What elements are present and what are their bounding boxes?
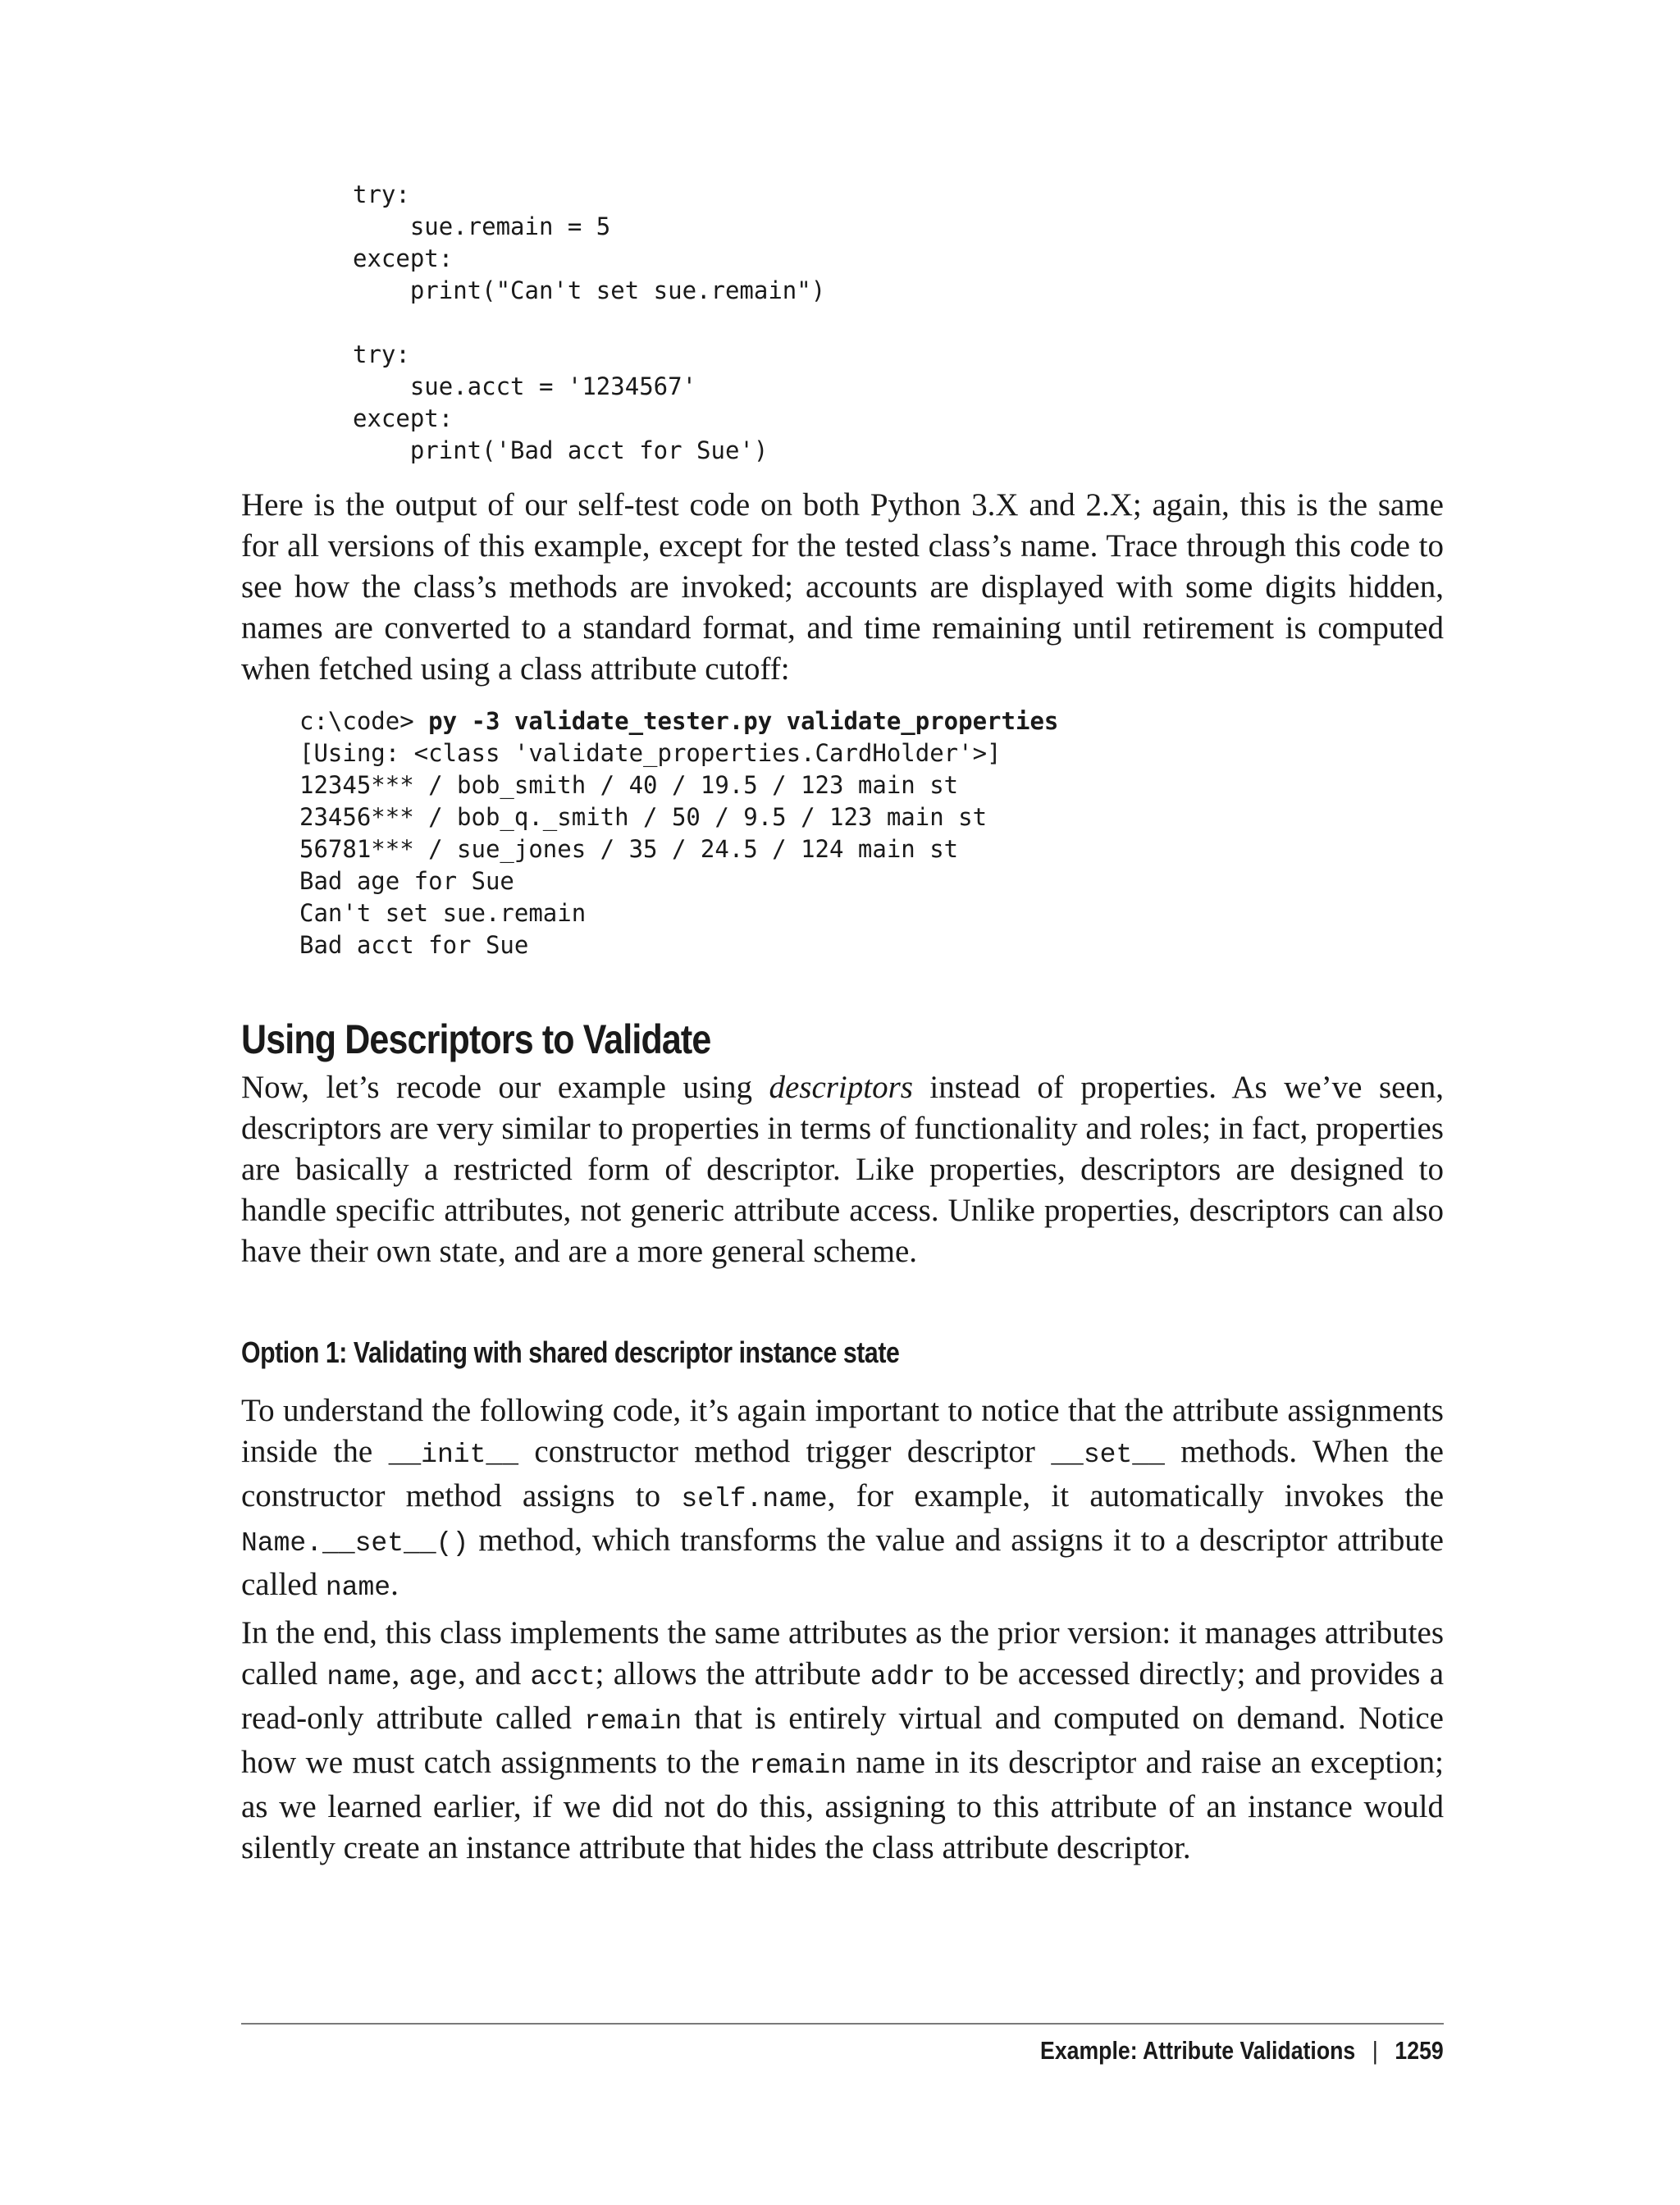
inline-code: name: [326, 1662, 392, 1692]
code-block-output: [299, 705, 1058, 961]
text-run: .: [390, 1567, 399, 1602]
code-line: print('Bad acct for Sue'): [353, 436, 769, 464]
inline-code: __init__: [388, 1440, 519, 1470]
code-line: sue.remain = 5: [353, 212, 611, 240]
paragraph-init-set: [241, 1390, 1444, 1609]
subsection-heading: Option 1: Validating with shared descriptor instance state: [241, 1335, 900, 1369]
output-line: 12345*** / bob_smith / 40 / 19.5 / 123 main st: [299, 771, 959, 799]
inline-code: addr: [870, 1662, 936, 1692]
inline-code: age: [409, 1662, 458, 1692]
inline-code: remain: [749, 1751, 847, 1781]
output-line: Bad age for Sue: [299, 867, 514, 895]
inline-code: name: [325, 1573, 391, 1603]
code-line: except:: [353, 244, 454, 272]
footer-title: Example: Attribute Validations: [1040, 2036, 1356, 2065]
output-line: Can't set sue.remain: [299, 899, 587, 927]
inline-code: __set__: [1051, 1440, 1165, 1470]
text-run: method, which transforms the value and assigns it to a descriptor attribute called: [241, 1522, 1444, 1602]
text-run: name in its descriptor and raise an exception; as we learned earlier, if we did not do this, assigning to this attribute of an instance would silently create an instance attribute that hides the class attribute descriptor.: [241, 1745, 1444, 1865]
output-line: Bad acct for Sue: [299, 931, 529, 959]
text-run: , for example, it automatically invokes the: [827, 1478, 1445, 1513]
paragraph-descriptors-intro: [241, 1067, 1444, 1272]
inline-code: Name.__set__(): [241, 1528, 469, 1559]
inline-code: self.name: [681, 1484, 828, 1514]
command-line: [299, 705, 1058, 737]
code-line: except:: [353, 404, 454, 432]
output-line: [Using: <class 'validate_properties.CardHolder'>]: [299, 739, 1002, 767]
output-line: 23456*** / bob_q._smith / 50 / 9.5 / 123 main st: [299, 803, 988, 831]
inline-code: remain: [584, 1706, 682, 1737]
paragraph-text: Here is the output of our self-test code on both Python 3.X and 2.X; again, this is the same for all versions of this example, except for the tested class’s name. Trace through this code to see how the class’s methods are invoked; accounts are displayed with some digits hidden, names are converted to a standard format, and time remaining until retirement is computed when fetched using a class attribute cutoff:: [241, 487, 1444, 687]
text-run: to be accessed directly; and provides a read-only attribute called: [241, 1656, 1444, 1736]
page-number: 1259: [1395, 2036, 1444, 2065]
text-run: , and: [457, 1656, 531, 1691]
code-line: sue.acct = '1234567': [353, 372, 697, 400]
text-run: In the end, this class implements the same attributes as the prior version: it manages attributes called: [241, 1615, 1444, 1691]
page-footer: [1040, 2036, 1444, 2066]
inline-code: acct: [530, 1662, 596, 1692]
text-run: instead of properties. As we’ve seen, descriptors are very similar to properties in terms of functionality and roles; in fact, properties are basically a restricted form of descriptor. Like properties, descriptors are designed to handle specific attributes, not generic attribute access. Unlike properties, descriptors can also have their own state, and are a more general scheme.: [241, 1070, 1444, 1269]
code-line: try:: [353, 340, 410, 368]
section-heading: Using Descriptors to Validate: [241, 1016, 711, 1062]
text-run: that is entirely virtual and computed on demand. Notice how we must catch assignments to the: [241, 1701, 1444, 1780]
text-run: constructor method trigger descriptor: [518, 1434, 1052, 1469]
command-prompt: c:\code>: [299, 707, 429, 735]
footer-separator: |: [1372, 2036, 1379, 2065]
text-run: methods. When the constructor method assigns to: [241, 1434, 1444, 1513]
command-text: py -3 validate_tester.py validate_properties: [428, 707, 1059, 735]
code-line: [353, 307, 825, 339]
paragraph-output-intro: [241, 485, 1444, 690]
text-run: ,: [391, 1656, 409, 1691]
emphasis-term: descriptors: [769, 1070, 913, 1105]
code-block-tests: [353, 179, 825, 467]
text-run: To understand the following code, it’s again important to notice that the attribute assignments inside the: [241, 1393, 1444, 1469]
text-run: Now, let’s recode our example using: [241, 1070, 769, 1105]
output-line: 56781*** / sue_jones / 35 / 24.5 / 124 main st: [299, 835, 959, 863]
code-line: print("Can't set sue.remain"): [353, 276, 826, 304]
paragraph-class-attributes: [241, 1613, 1444, 1869]
text-run: ; allows the attribute: [595, 1656, 870, 1691]
code-line: try:: [353, 180, 410, 208]
footer-divider: [241, 2023, 1444, 2025]
